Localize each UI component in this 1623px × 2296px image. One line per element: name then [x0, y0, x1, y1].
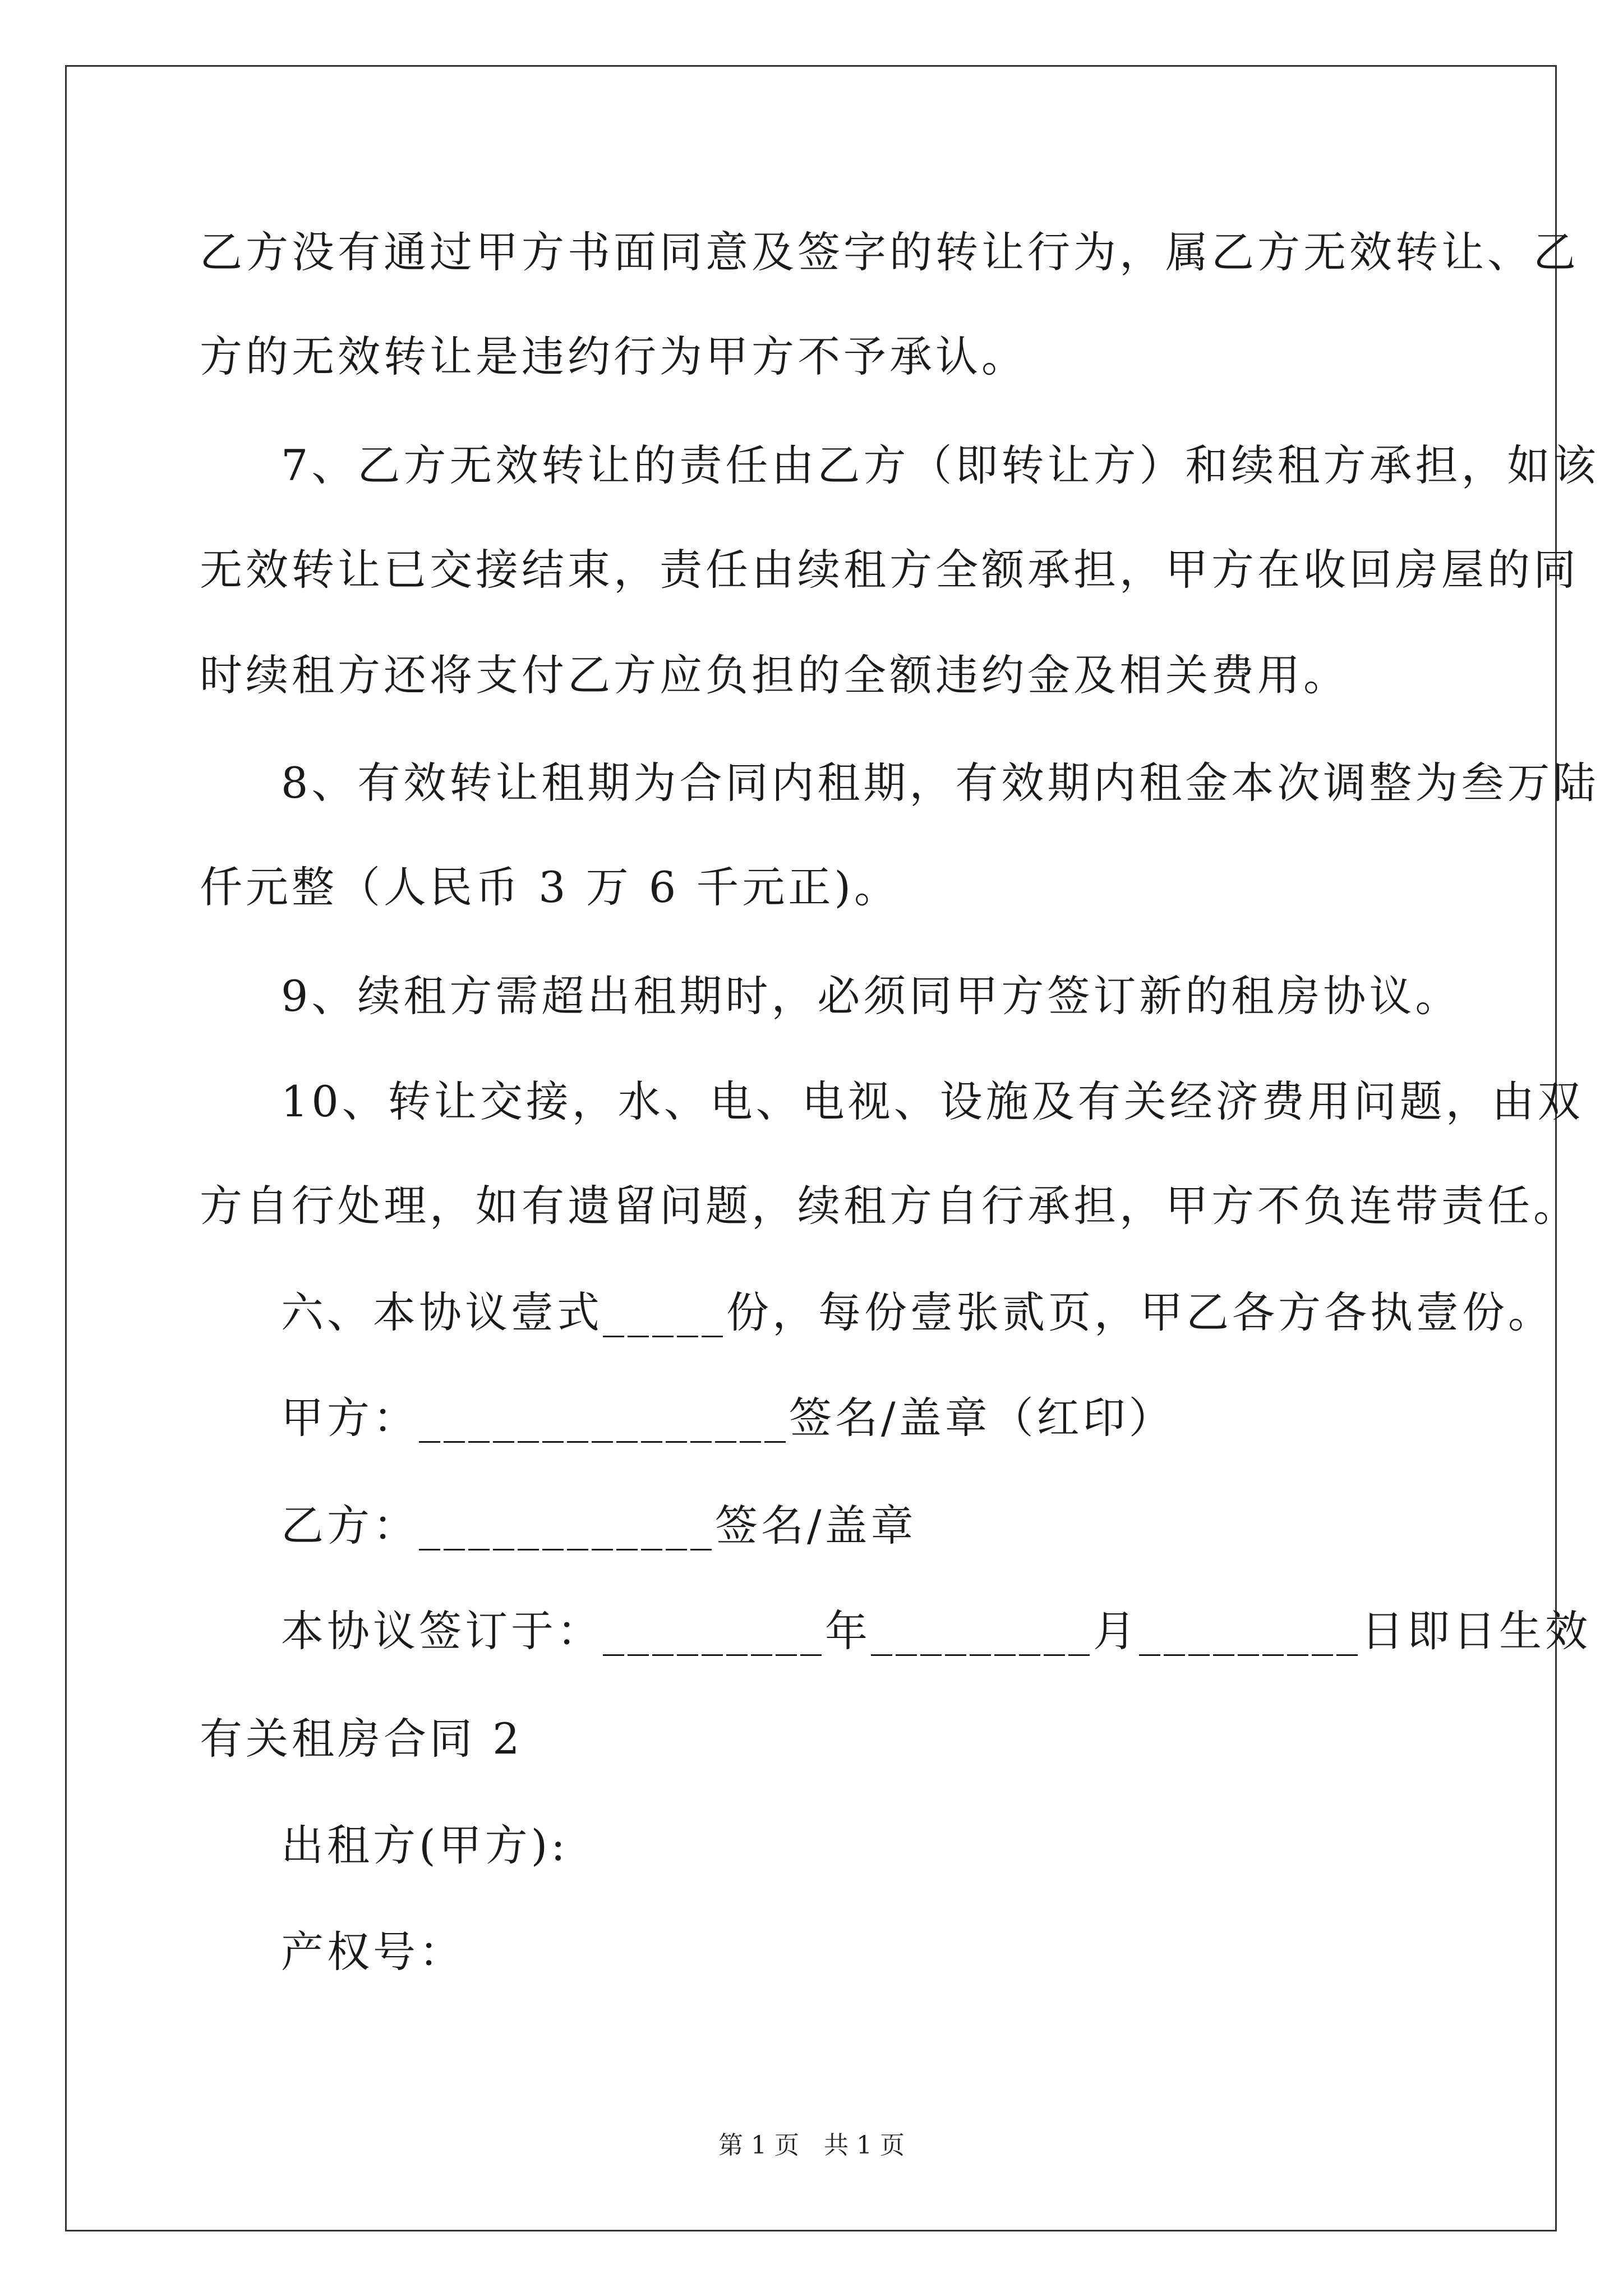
clause-9-line: 9、续租方需超出租期时，必须同甲方签订新的租房协议。: [281, 971, 1461, 1021]
paragraph-line: 方自行处理，如有遗留问题，续租方自行承担，甲方不负连带责任。: [200, 1181, 1579, 1231]
lessor-label: 出租方(甲方):: [281, 1820, 569, 1870]
paragraph-line: 方的无效转让是违约行为甲方不予承认。: [200, 332, 1027, 381]
section-heading: 有关租房合同 2: [200, 1714, 523, 1764]
party-a-signature-line: 甲方：_______________签名/盖章（红印）: [281, 1393, 1175, 1443]
copies-clause: 六、本协议壹式_____份，每份壹张贰页，甲乙各方各执壹份。: [281, 1287, 1554, 1337]
property-number-label: 产权号：: [281, 1927, 465, 1977]
clause-7-line: 7、乙方无效转让的责任由乙方（即转让方）和续租方承担，如该: [281, 440, 1599, 490]
signing-date-line: 本协议签订于：_________年_________月_________日即日生效: [281, 1606, 1591, 1656]
page-footer: 第 1 页 共 1 页: [718, 2131, 905, 2160]
party-b-signature-line: 乙方：____________签名/盖章: [281, 1501, 917, 1550]
page-border: [65, 65, 1557, 2231]
clause-8-line: 8、有效转让租期为合同内租期，有效期内租金本次调整为叁万陆: [281, 758, 1599, 808]
clause-10-line: 10、转让交接，水、电、电视、设施及有关经济费用问题，由双: [281, 1076, 1584, 1126]
paragraph-line: 时续租方还将支付乙方应负担的全额违约金及相关费用。: [200, 650, 1349, 700]
paragraph-line: 无效转让已交接结束，责任由续租方全额承担，甲方在收回房屋的同: [200, 545, 1579, 595]
paragraph-line: 仟元整（人民币 3 万 6 千元正)。: [200, 862, 900, 912]
paragraph-line: 乙方没有通过甲方书面同意及签字的转让行为，属乙方无效转让、乙: [200, 227, 1579, 277]
